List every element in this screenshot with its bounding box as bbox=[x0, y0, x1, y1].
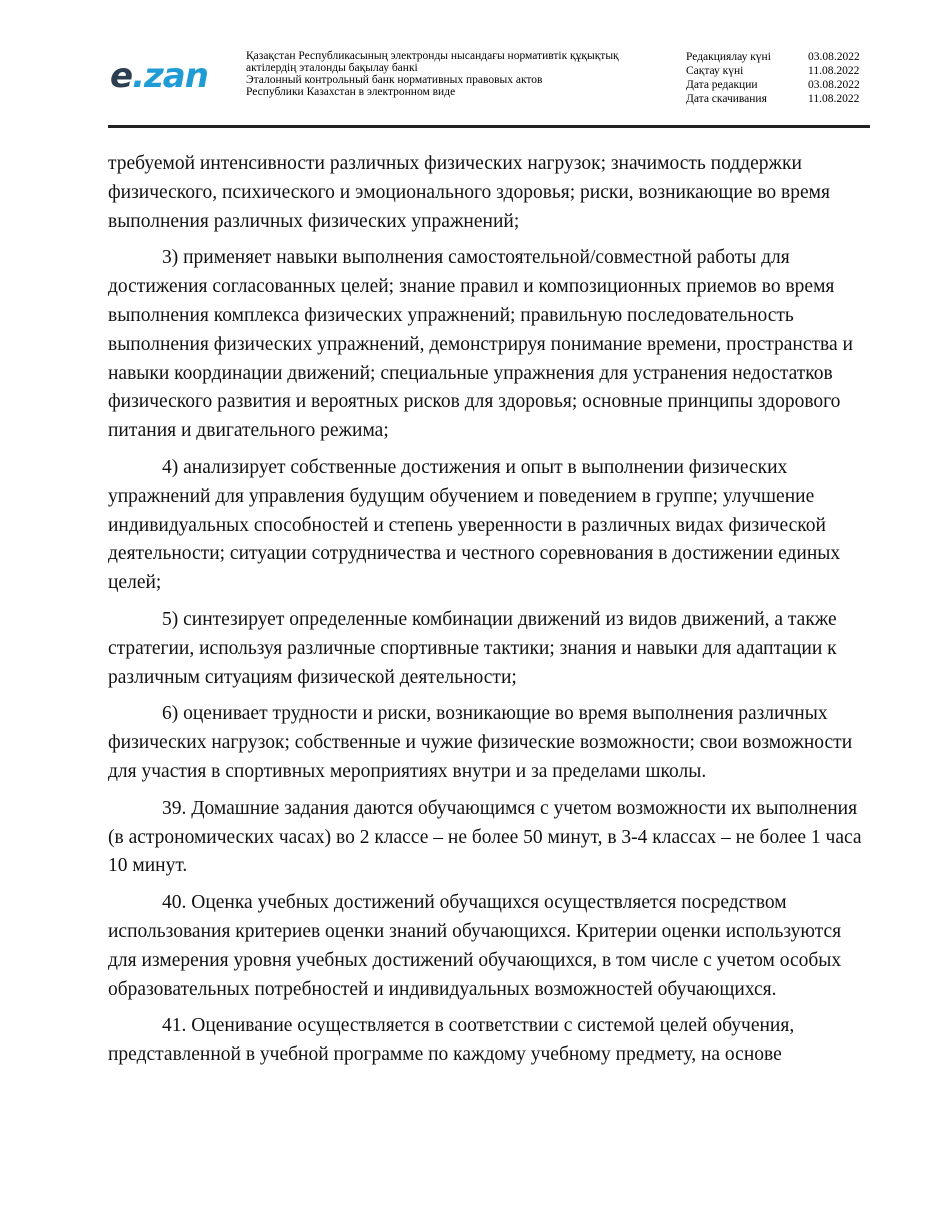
page-header bbox=[108, 48, 870, 126]
document-body bbox=[108, 150, 868, 1078]
date-value: 11.08.2022 bbox=[808, 65, 860, 77]
header-dates bbox=[686, 50, 870, 106]
date-row bbox=[686, 50, 870, 64]
date-label: Дата скачивания bbox=[686, 93, 767, 105]
paragraph: 4) анализирует собственные достижения и опыт в выполнении физических упражнений для управления будущим обучением и поведением в группе; улучшение индивидуальных способностей и степень уверенности в различных видах физической деятельности; ситуации сотрудничества и честного соревнования в достижении единых целей; bbox=[108, 456, 841, 594]
paragraph: 5) синтезирует определенные комбинации движений из видов движений, а также стратегии, используя различные спортивные тактики; знания и навыки для адаптации к различным ситуациям физической деятельности; bbox=[108, 608, 837, 688]
paragraph: требуемой интенсивности различных физических нагрузок; значимость поддержки физического, психического и эмоционального здоровья; риски, возникающие во время выполнения различных физических упражнений; bbox=[108, 153, 830, 232]
date-value: 03.08.2022 bbox=[808, 79, 860, 91]
ezan-logo bbox=[110, 56, 208, 96]
header-bank-title bbox=[246, 50, 666, 98]
date-label: Редакциялау күні bbox=[686, 51, 771, 63]
paragraph: 6) оценивает трудности и риски, возникающие во время выполнения различных физических нагрузок; собственные и чужие физические возможности; свои возможности для участия в спортивных мероприятиях внутри и за пределами школы. bbox=[108, 703, 853, 782]
date-row bbox=[686, 92, 870, 106]
date-value: 11.08.2022 bbox=[808, 93, 860, 105]
paragraph: 39. Домашние задания даются обучающимся с учетом возможности их выполнения (в астрономических часах) во 2 классе – не более 50 минут, в 3-4 классах – не более 1 часа 10 минут. bbox=[108, 797, 862, 877]
date-label: Дата редакции bbox=[686, 79, 758, 91]
header-line: Республики Казахстан в электронном виде bbox=[246, 86, 456, 98]
paragraph: 3) применяет навыки выполнения самостоятельной/совместной работы для достижения согласованных целей; знание правил и композиционных приемов во время выполнения комплекса физических упражнений; правильную последовательность выполнения физических упражнений, демонстрируя понимание времени, пространства и навыки координации движений; специальные упражнения для устранения недостатков физического развития и вероятных рисков для здоровья; основные принципы здорового питания и двигательного режима; bbox=[108, 247, 853, 442]
date-row bbox=[686, 78, 870, 92]
header-line: актілердің эталонды бақылау банкі bbox=[246, 62, 418, 74]
paragraph: 40. Оценка учебных достижений обучащихся осуществляется посредством использования критериев оценки знаний обучающихся. Критерии оценки используются для измерения уровня учебных достижений обучающихся, в том числе с учетом особых образовательных потребностей и индивидуальных возможностей обучающихся. bbox=[108, 892, 842, 1000]
header-line: Эталонный контрольный банк нормативных правовых актов bbox=[246, 74, 543, 86]
date-row bbox=[686, 64, 870, 78]
paragraph: 41. Оценивание осуществляется в соответствии с системой целей обучения, представленной в учебной программе по каждому учебному предмету, на основе bbox=[108, 1015, 795, 1066]
date-value: 03.08.2022 bbox=[808, 51, 860, 63]
logo-zan: zan bbox=[143, 56, 208, 96]
header-divider bbox=[108, 125, 870, 128]
header-line: Қазақстан Республикасының электронды нысандағы нормативтік құқықтық bbox=[246, 50, 619, 62]
logo-e: e bbox=[110, 56, 133, 96]
logo-dot: . bbox=[132, 56, 144, 96]
date-label: Сақтау күні bbox=[686, 65, 744, 77]
